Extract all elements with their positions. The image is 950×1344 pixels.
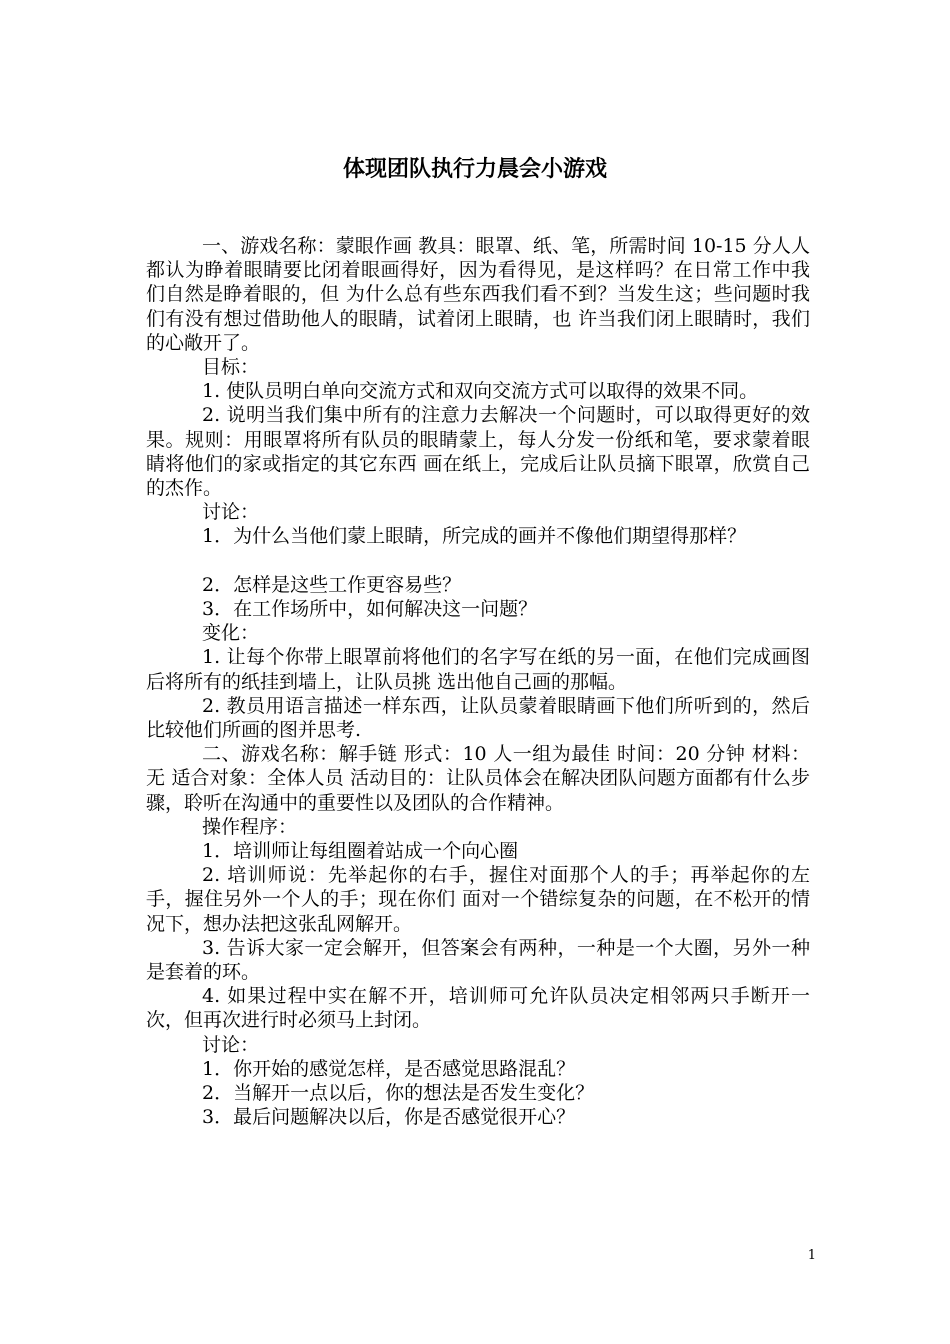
- paragraph-procedure-1: 1．培训师让每组圈着站成一个向心圈: [202, 840, 519, 863]
- paragraph-variation-heading: 变化：: [202, 622, 260, 645]
- paragraph-goal-heading: 目标：: [202, 356, 260, 379]
- paragraph-procedure-2: 2. 培训师说：先举起你的右手，握住对面那个人的手；再举起你的左手，握住另外一个人的手；现在你们 面对一个错综复杂的问题，在不松开的情况下，想办法把这张乱网解开。: [146, 864, 810, 935]
- paragraph-discussion-2: 2．怎样是这些工作更容易些？: [202, 573, 462, 596]
- paragraph-discussion2-2: 2．当解开一点以后，你的想法是否发生变化？: [202, 1082, 595, 1105]
- paragraph-discussion-3: 3．在工作场所中，如何解决这一问题？: [202, 598, 538, 621]
- paragraph-variation-1: 1. 让每个你带上眼罩前将他们的名字写在纸的另一面，在他们完成画图后将所有的纸挂到墙上，让队员挑 选出他自己画的那幅。: [146, 646, 810, 693]
- document-title: 体现团队执行力晨会小游戏: [342, 157, 607, 182]
- paragraph-game2-intro: 二、游戏名称：解手链 形式：10 人一组为最佳 时间：20 分钟 材料：无 适合对象：全体人员 活动目的：让队员体会在解决团队问题方面都有什么步骤，聆听在沟通中的重要性以及团队的合作精神。: [146, 743, 810, 814]
- paragraph-discussion-heading: 讨论：: [202, 501, 260, 524]
- paragraph-procedure-3: 3. 告诉大家一定会解开，但答案会有两种，一种是一个大圈，另外一种是套着的环。: [146, 936, 810, 984]
- paragraph-procedure-4: 4. 如果过程中实在解不开，培训师可允许队员决定相邻两只手断开一次，但再次进行时必须马上封闭。: [146, 985, 810, 1032]
- paragraph-game1-intro: 一、游戏名称：蒙眼作画 教具：眼罩、纸、笔，所需时间 10-15 分人人都认为睁着眼睛要比闭着眼画得好，因为看得见，是这样吗？在日常工作中我们自然是睁着眼的，但 为什么总有些东西我们看不到？当发生这；些问题时我们有没有想过借助他人的眼睛，试着闭上眼睛，也 许当我们闭上眼睛时，我们的心敞开了。: [146, 235, 810, 354]
- page-number: 1: [807, 1248, 816, 1263]
- paragraph-goal-1: 1. 使队员明白单向交流方式和双向交流方式可以取得的效果不同。: [202, 380, 759, 403]
- paragraph-variation-2: 2. 教员用语言描述一样东西，让队员蒙着眼睛画下他们所听到的，然后比较他们所画的图并思考.: [146, 694, 810, 742]
- paragraph-goal-2-rules: 2. 说明当我们集中所有的注意力去解决一个问题时，可以取得更好的效果。规则：用眼罩将所有队员的眼睛蒙上，每人分发一份纸和笔，要求蒙着眼睛将他们的家或指定的其它东西 画在纸上，完成后让队员摘下眼罩，欣赏自己的杰作。: [146, 404, 810, 500]
- paragraph-discussion2-3: 3．最后问题解决以后，你是否感觉很开心？: [202, 1106, 576, 1129]
- paragraph-discussion2-1: 1．你开始的感觉怎样，是否感觉思路混乱？: [202, 1057, 576, 1080]
- document-body: [146, 234, 810, 1130]
- blank-line: [146, 549, 810, 573]
- paragraph-discussion-1: 1．为什么当他们蒙上眼睛，所完成的画并不像他们期望得那样？: [202, 525, 747, 548]
- paragraph-discussion2-heading: 讨论：: [202, 1033, 260, 1056]
- paragraph-procedure-heading: 操作程序：: [202, 815, 298, 838]
